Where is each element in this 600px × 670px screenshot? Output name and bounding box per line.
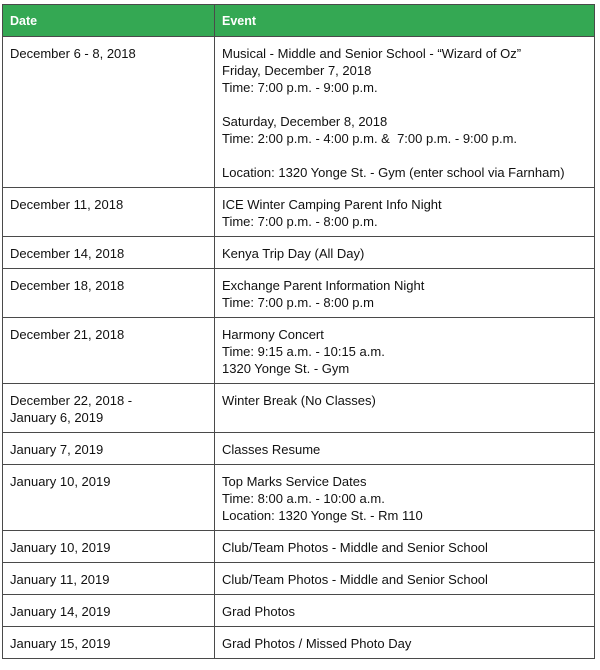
date-cell [3,188,215,237]
event-text-line: Saturday, December 8, 2018 [222,114,388,129]
date-cell [3,627,215,659]
event-text-line: Location: 1320 Yonge St. - Rm 110 [222,508,423,523]
event-cell [215,433,595,465]
event-text-line: Classes Resume [222,442,321,457]
event-text-line [222,96,587,113]
date-cell [3,318,215,384]
table-row [3,433,595,465]
event-text-line: Musical - Middle and Senior School - “Wizard of Oz” [222,46,522,61]
event-text-line: Club/Team Photos - Middle and Senior School [222,572,488,587]
column-header-event: Event [215,5,595,37]
event-text-line: Exchange Parent Information Night [222,278,425,293]
date-text-line: January 11, 2019 [10,572,110,587]
date-text-line: January 10, 2019 [10,474,111,489]
date-cell [3,433,215,465]
event-cell [215,318,595,384]
table-header-row [3,5,595,37]
event-cell [215,188,595,237]
event-text-line [222,147,587,164]
date-text-line: December 21, 2018 [10,327,125,342]
event-cell [215,627,595,659]
event-text-line: Time: 7:00 p.m. - 9:00 p.m. [222,80,378,95]
date-text-line: January 7, 2019 [10,442,104,457]
date-cell [3,237,215,269]
event-text-line: Club/Team Photos - Middle and Senior School [222,540,488,555]
event-cell [215,384,595,433]
event-text-line: ICE Winter Camping Parent Info Night [222,197,442,212]
table-row [3,237,595,269]
date-text-line: January 15, 2019 [10,636,111,651]
date-text-line: January 14, 2019 [10,604,111,619]
date-text-line: January 10, 2019 [10,540,111,555]
event-text-line: Top Marks Service Dates [222,474,367,489]
event-text-line: Time: 7:00 p.m. - 8:00 p.m [222,295,374,310]
event-text-line: Time: 8:00 a.m. - 10:00 a.m. [222,491,385,506]
event-cell [215,563,595,595]
event-cell [215,37,595,188]
event-text-line: Time: 7:00 p.m. - 8:00 p.m. [222,214,378,229]
date-text-line: December 14, 2018 [10,246,125,261]
date-cell [3,531,215,563]
table-body [3,37,595,659]
event-cell [215,269,595,318]
date-cell [3,465,215,531]
date-cell [3,384,215,433]
events-table [2,4,595,659]
event-text-line: Kenya Trip Day (All Day) [222,246,365,261]
date-cell [3,37,215,188]
table-row [3,37,595,188]
table-row [3,269,595,318]
column-header-date: Date [3,5,215,37]
date-text-line: December 11, 2018 [10,197,124,212]
event-text-line: Winter Break (No Classes) [222,393,376,408]
table-row [3,563,595,595]
date-cell [3,269,215,318]
event-text-line: 1320 Yonge St. - Gym [222,361,350,376]
event-text-line: Grad Photos / Missed Photo Day [222,636,412,651]
event-text-line: Grad Photos [222,604,295,619]
date-text-line: December 18, 2018 [10,278,125,293]
event-cell [215,237,595,269]
date-cell [3,563,215,595]
event-text-line: Time: 9:15 a.m. - 10:15 a.m. [222,344,385,359]
date-cell [3,595,215,627]
date-text-line: January 6, 2019 [10,410,104,425]
date-text-line: December 22, 2018 - [10,393,133,408]
table-row [3,318,595,384]
event-cell [215,465,595,531]
event-text-line: Location: 1320 Yonge St. - Gym (enter school via Farnham) [222,165,565,180]
table-row [3,384,595,433]
table-row [3,188,595,237]
event-text-line: Friday, December 7, 2018 [222,63,372,78]
table-row [3,627,595,659]
event-cell [215,531,595,563]
date-text-line: December 6 - 8, 2018 [10,46,136,61]
table-row [3,465,595,531]
event-text-line: Harmony Concert [222,327,324,342]
table-row [3,531,595,563]
table-row [3,595,595,627]
event-cell [215,595,595,627]
event-text-line: Time: 2:00 p.m. - 4:00 p.m. & 7:00 p.m. - 9:00 p.m. [222,131,518,146]
